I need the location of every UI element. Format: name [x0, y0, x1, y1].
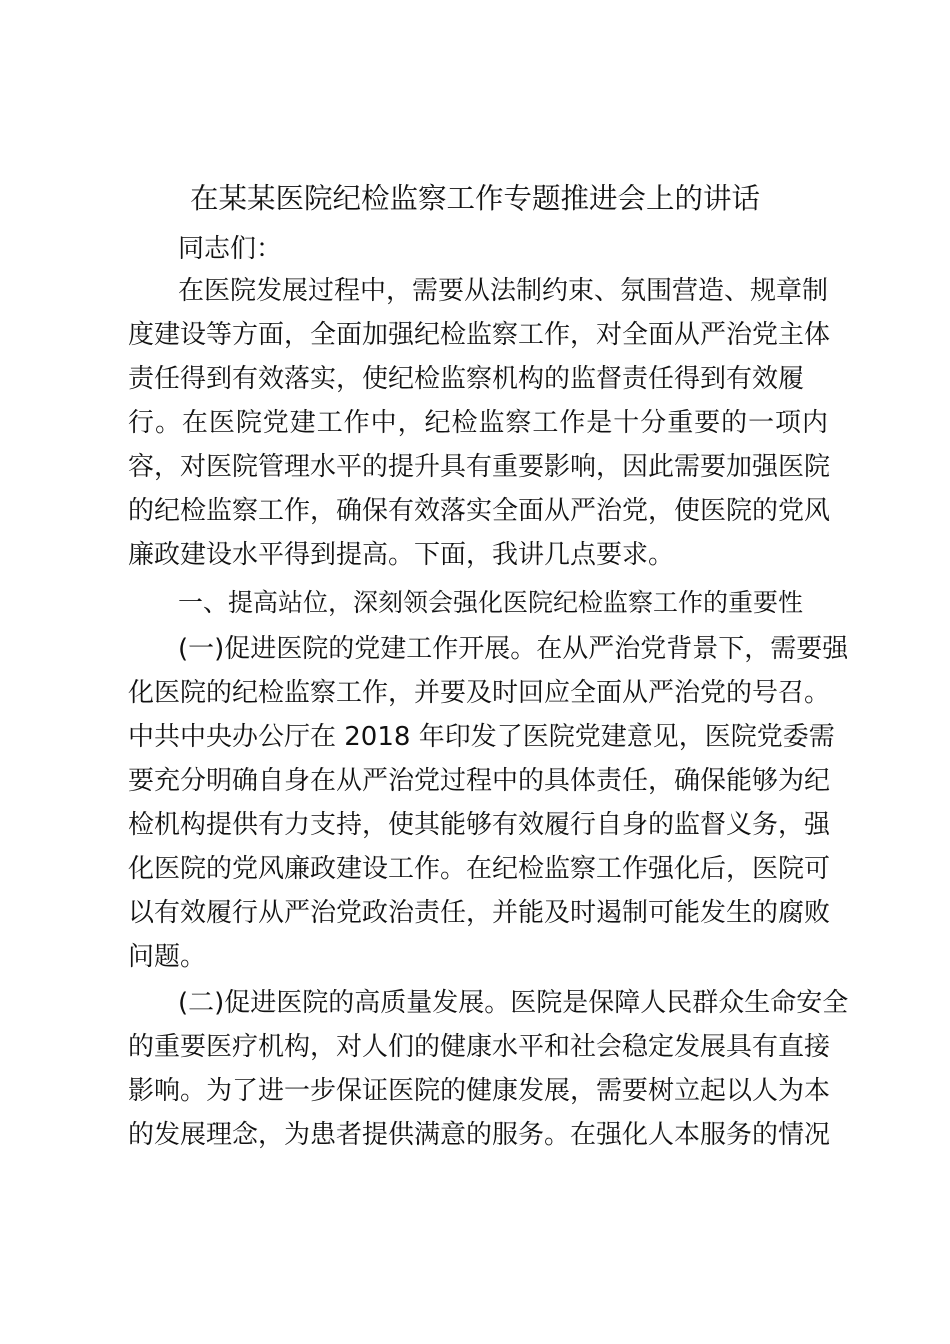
body-line: 要充分明确自身在从严治党过程中的具体责任，确保能够为纪	[128, 766, 831, 796]
body-line: 化医院的纪检监察工作，并要及时回应全面从严治党的号召。	[128, 678, 831, 708]
body-line: 在医院发展过程中，需要从法制约束、氛围营造、规章制	[178, 276, 829, 306]
body-line: (一)促进医院的党建工作开展。在从严治党背景下，需要强	[178, 634, 849, 664]
body-line: 廉政建设水平得到提高。下面，我讲几点要求。	[128, 540, 675, 570]
body-line: 以有效履行从严治党政治责任，并能及时遏制可能发生的腐败	[128, 898, 831, 928]
document-title: 在某某医院纪检监察工作专题推进会上的讲话	[189, 182, 760, 215]
section-heading: 一、提高站位，深刻领会强化医院纪检监察工作的重要性	[178, 588, 804, 617]
salutation: 同志们：	[178, 234, 283, 264]
body-line: 责任得到有效落实，使纪检监察机构的监督责任得到有效履	[128, 364, 805, 394]
body-line: 的纪检监察工作，确保有效落实全面从严治党，使医院的党风	[128, 496, 831, 526]
body-line: 容，对医院管理水平的提升具有重要影响，因此需要加强医院	[128, 452, 831, 482]
body-line: 的发展理念，为患者提供满意的服务。在强化人本服务的情况	[128, 1120, 831, 1150]
body-line: 问题。	[128, 942, 207, 972]
body-line: 化医院的党风廉政建设工作。在纪检监察工作强化后，医院可	[128, 854, 831, 884]
body-line: 中共中央办公厅在 2018 年印发了医院党建意见，医院党委需	[128, 722, 835, 752]
body-line: (二)促进医院的高质量发展。医院是保障人民群众生命安全	[178, 988, 849, 1018]
body-line: 度建设等方面，全面加强纪检监察工作，对全面从严治党主体	[128, 320, 831, 350]
body-line: 影响。为了进一步保证医院的健康发展，需要树立起以人为本	[128, 1076, 831, 1106]
body-line: 检机构提供有力支持，使其能够有效履行自身的监督义务，强	[128, 810, 831, 840]
body-line: 的重要医疗机构，对人们的健康水平和社会稳定发展具有直接	[128, 1032, 831, 1062]
body-line: 行。在医院党建工作中，纪检监察工作是十分重要的一项内	[128, 408, 828, 438]
